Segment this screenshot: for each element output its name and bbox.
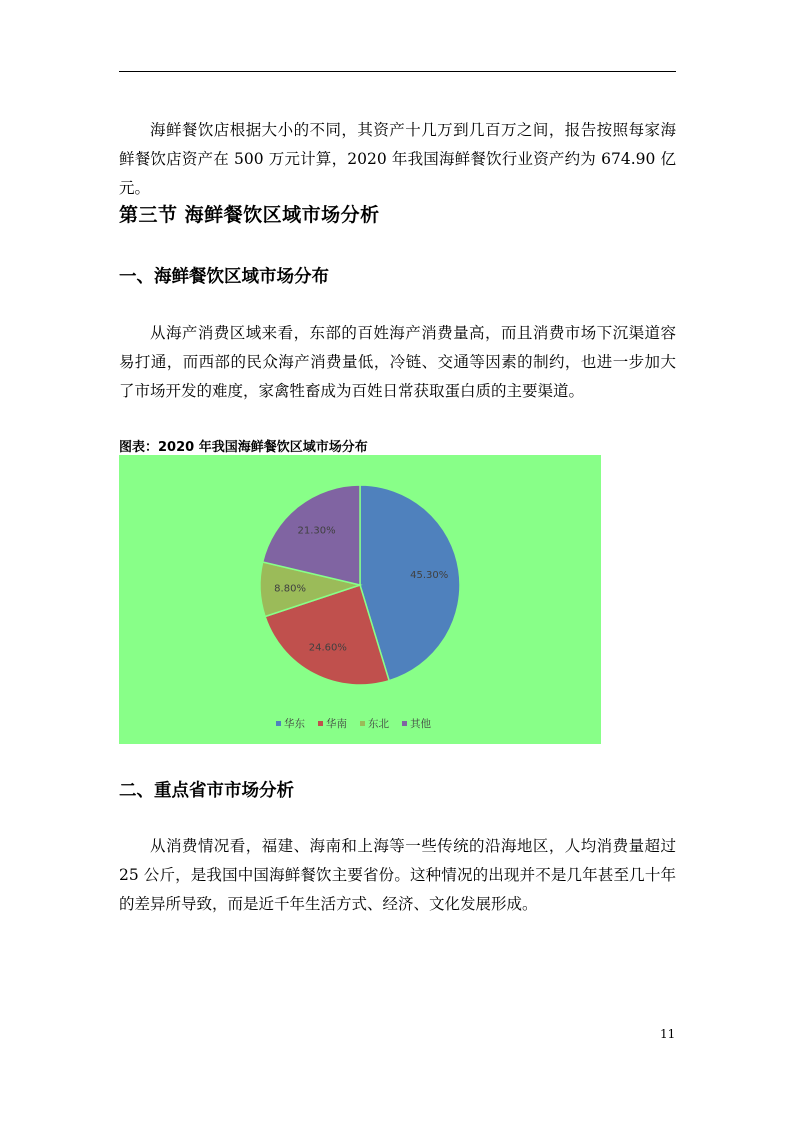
pie-data-label-other: 21.30% (297, 525, 336, 537)
subheading-regional-distribution: 一、海鲜餐饮区域市场分布 (119, 267, 329, 287)
paragraph-assets: 海鲜餐饮店根据大小的不同，其资产十几万到几百万之间，报告按照每家海鲜餐饮店资产在 500 万元计算，2020 年我国海鲜餐饮行业资产约为 674.90 亿元。 (119, 121, 676, 197)
header-rule (119, 71, 676, 72)
subheading-key-provinces: 二、重点省市市场分析 (119, 781, 294, 801)
legend-label-other: 其他 (410, 718, 431, 730)
paragraph-key-provinces: 从消费情况看，福建、海南和上海等一些传统的沿海地区，人均消费量超过 25 公斤，是我国中国海鲜餐饮主要省份。这种情况的出现并不是几年甚至几十年的差异所导致，而是近千年生活方式、经济、文化发展形成。 (119, 837, 676, 913)
paragraph-regional-consumption: 从海产消费区域来看，东部的百姓海产消费量高，而且消费市场下沉渠道容易打通，而西部的民众海产消费量低，冷链、交通等因素的制约，也进一步加大了市场开发的难度，家禽牲畜成为百姓日常获取蛋白质的主要渠道。 (119, 324, 676, 400)
legend-swatch-east-china (276, 721, 281, 726)
pie-data-label-east-china: 45.30% (410, 570, 449, 582)
page-number: 11 (660, 1027, 676, 1041)
legend-swatch-south-china (318, 721, 323, 726)
pie-chart (119, 455, 601, 744)
figure-caption: 图表：2020 年我国海鲜餐饮区域市场分布 (119, 440, 368, 455)
legend-label-south-china: 华南 (326, 718, 347, 730)
legend-label-east-china: 华东 (284, 718, 305, 730)
legend-swatch-northeast (360, 721, 365, 726)
pie-data-label-south-china: 24.60% (308, 642, 347, 654)
legend-label-northeast: 东北 (368, 718, 389, 730)
pie-chart-svg (119, 455, 601, 744)
section-heading: 第三节 海鲜餐饮区域市场分析 (119, 204, 380, 226)
pie-data-label-northeast: 8.80% (274, 583, 306, 595)
legend-swatch-other (402, 721, 407, 726)
